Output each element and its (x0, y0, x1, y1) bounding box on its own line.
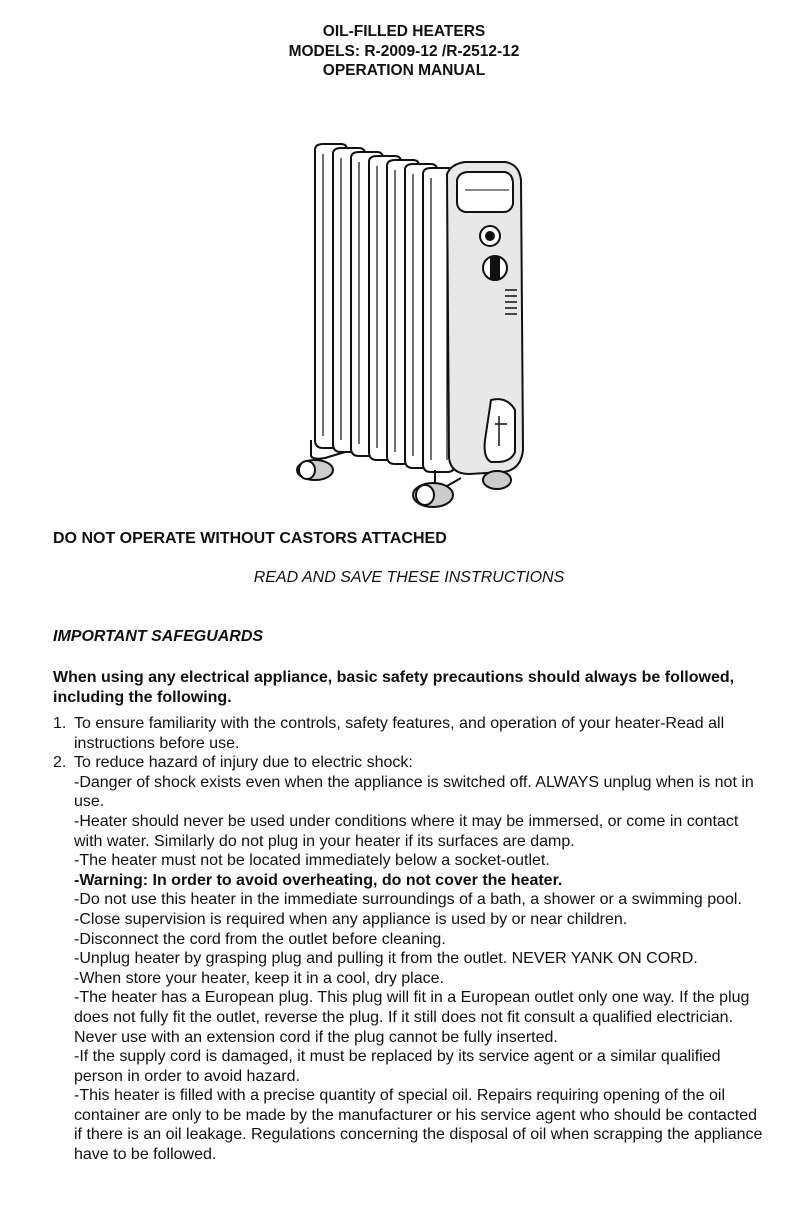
oil-heater-illustration (285, 140, 535, 515)
manual-header (0, 22, 808, 81)
power-knob (483, 256, 507, 280)
list-item (53, 753, 763, 773)
header-title: OIL-FILLED HEATERS (322, 23, 486, 40)
cord-storage (485, 399, 515, 462)
sub-item: -The heater has a European plug. This plug will fit in a European outlet only one way. If the plug does not fully fit the outlet, reverse the plug. If it still does not fit consult a qualified electrician. Never use with an extension cord if the plug cannot be fully inserted. (74, 989, 750, 1046)
sub-item: -When store your heater, keep it in a cool, dry place. (74, 969, 444, 987)
sub-item: -Heater should never be used under conditions where it may be immersed, or come in contact with water. Similarly do not plug in your heater if its surfaces are damp. (74, 812, 739, 850)
overheating-warning: -Warning: In order to avoid overheating, do not cover the heater. (74, 871, 563, 889)
safety-intro: When using any electrical appliance, basic safety precautions should always be followed, including the following. (53, 669, 735, 706)
read-save-instructions: READ AND SAVE THESE INSTRUCTIONS (253, 569, 565, 586)
sub-item: -Danger of shock exists even when the appliance is switched off. ALWAYS unplug when is not in use. (74, 773, 754, 811)
safety-list (53, 714, 763, 1165)
sub-item: -This heater is filled with a precise quantity of special oil. Repairs requiring opening of the oil container are only to be made by the manufacturer or his service agent who should be contacted if there is an oil leakage. Regulations concerning the disposal of oil when scrapping the appliance have to be followed. (74, 1087, 763, 1164)
safeguards-title: IMPORTANT SAFEGUARDS (53, 628, 264, 645)
sub-item: -Disconnect the cord from the outlet before cleaning. (74, 930, 446, 948)
item-number: 1. (53, 715, 67, 732)
sub-item: -Do not use this heater in the immediate surroundings of a bath, a shower or a swimming pool. (74, 891, 742, 909)
sub-item: -The heater must not be located immediately below a socket-outlet. (74, 852, 550, 870)
castor-wheel (297, 460, 333, 480)
header-subtitle: OPERATION MANUAL (322, 62, 486, 79)
thermostat-knob (480, 226, 500, 246)
list-item (53, 714, 763, 753)
item-text: To reduce hazard of injury due to electric shock: (74, 754, 413, 772)
sub-item: -Unplug heater by grasping plug and pulling it from the outlet. NEVER YANK ON CORD. (74, 950, 698, 968)
castors-warning: DO NOT OPERATE WITHOUT CASTORS ATTACHED (53, 530, 447, 547)
sub-item: -If the supply cord is damaged, it must be replaced by its service agent or a similar qualified person in order to avoid hazard. (74, 1048, 721, 1085)
item-text: To ensure familiarity with the controls, safety features, and operation of your heater-Read all instructions before use. (74, 715, 725, 752)
castor-wheel (483, 471, 511, 489)
sub-item: -Close supervision is required when any appliance is used by or near children. (74, 910, 628, 928)
header-models: MODELS: R-2009-12 /R-2512-12 (288, 42, 520, 60)
castor-wheel (413, 483, 453, 507)
item-number: 2. (53, 754, 67, 772)
